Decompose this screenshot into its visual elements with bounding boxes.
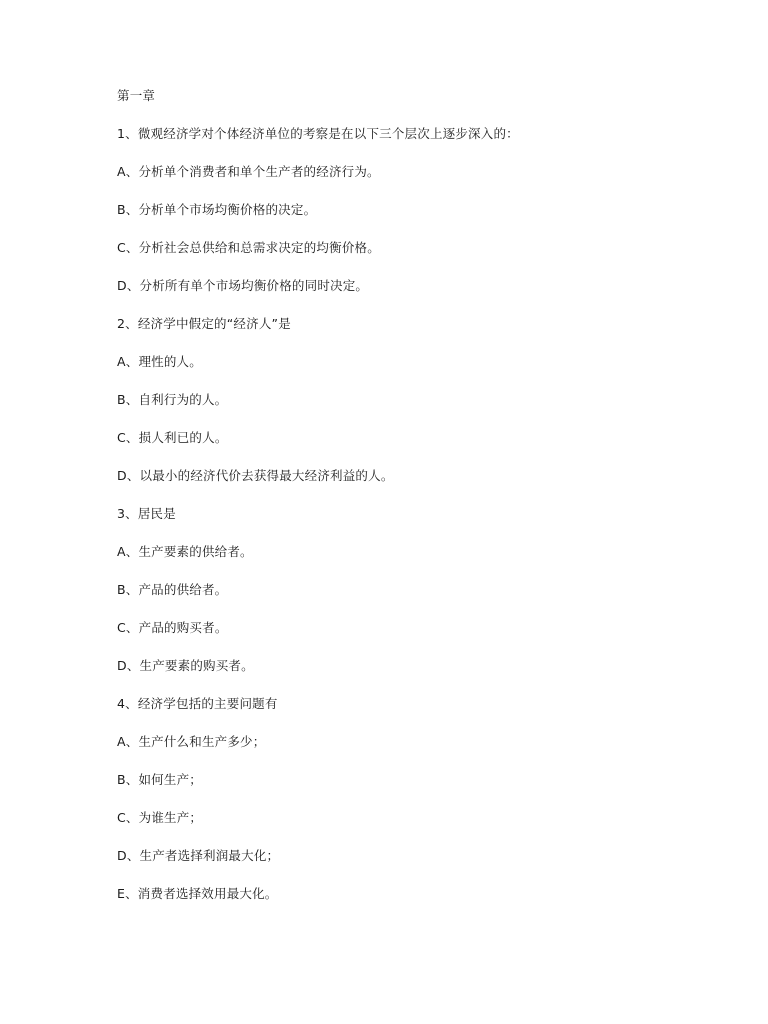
- chapter-title: 第一章: [117, 88, 156, 103]
- q1-option-c: C、分析社会总供给和总需求决定的均衡价格。: [117, 240, 380, 255]
- q4-option-a: A、生产什么和生产多少；: [117, 734, 266, 749]
- q2-option-c: C、损人利已的人。: [117, 430, 228, 445]
- question-4: 4、经济学包括的主要问题有: [117, 696, 278, 711]
- q2-option-b: B、自利行为的人。: [117, 392, 228, 407]
- document-body: [117, 86, 717, 922]
- q3-option-b: B、产品的供给者。: [117, 582, 228, 597]
- q4-option-e: E、消费者选择效用最大化。: [117, 886, 278, 901]
- question-3: 3、居民是: [117, 506, 176, 521]
- q2-option-a: A、理性的人。: [117, 354, 202, 369]
- q3-option-a: A、生产要素的供给者。: [117, 544, 253, 559]
- q1-option-d: D、分析所有单个市场均衡价格的同时决定。: [117, 278, 369, 293]
- q3-option-d: D、生产要素的购买者。: [117, 658, 254, 673]
- q3-option-c: C、产品的购买者。: [117, 620, 228, 635]
- question-1: 1、微观经济学对个体经济单位的考察是在以下三个层次上逐步深入的：: [117, 126, 519, 141]
- question-2: 2、经济学中假定的“经济人”是: [117, 316, 291, 331]
- q4-option-c: C、为谁生产；: [117, 810, 203, 825]
- q4-option-d: D、生产者选择利润最大化；: [117, 848, 280, 863]
- q4-option-b: B、如何生产；: [117, 772, 202, 787]
- q1-option-b: B、分析单个市场均衡价格的决定。: [117, 202, 317, 217]
- q1-option-a: A、分析单个消费者和单个生产者的经济行为。: [117, 164, 380, 179]
- q2-option-d: D、以最小的经济代价去获得最大经济利益的人。: [117, 468, 394, 483]
